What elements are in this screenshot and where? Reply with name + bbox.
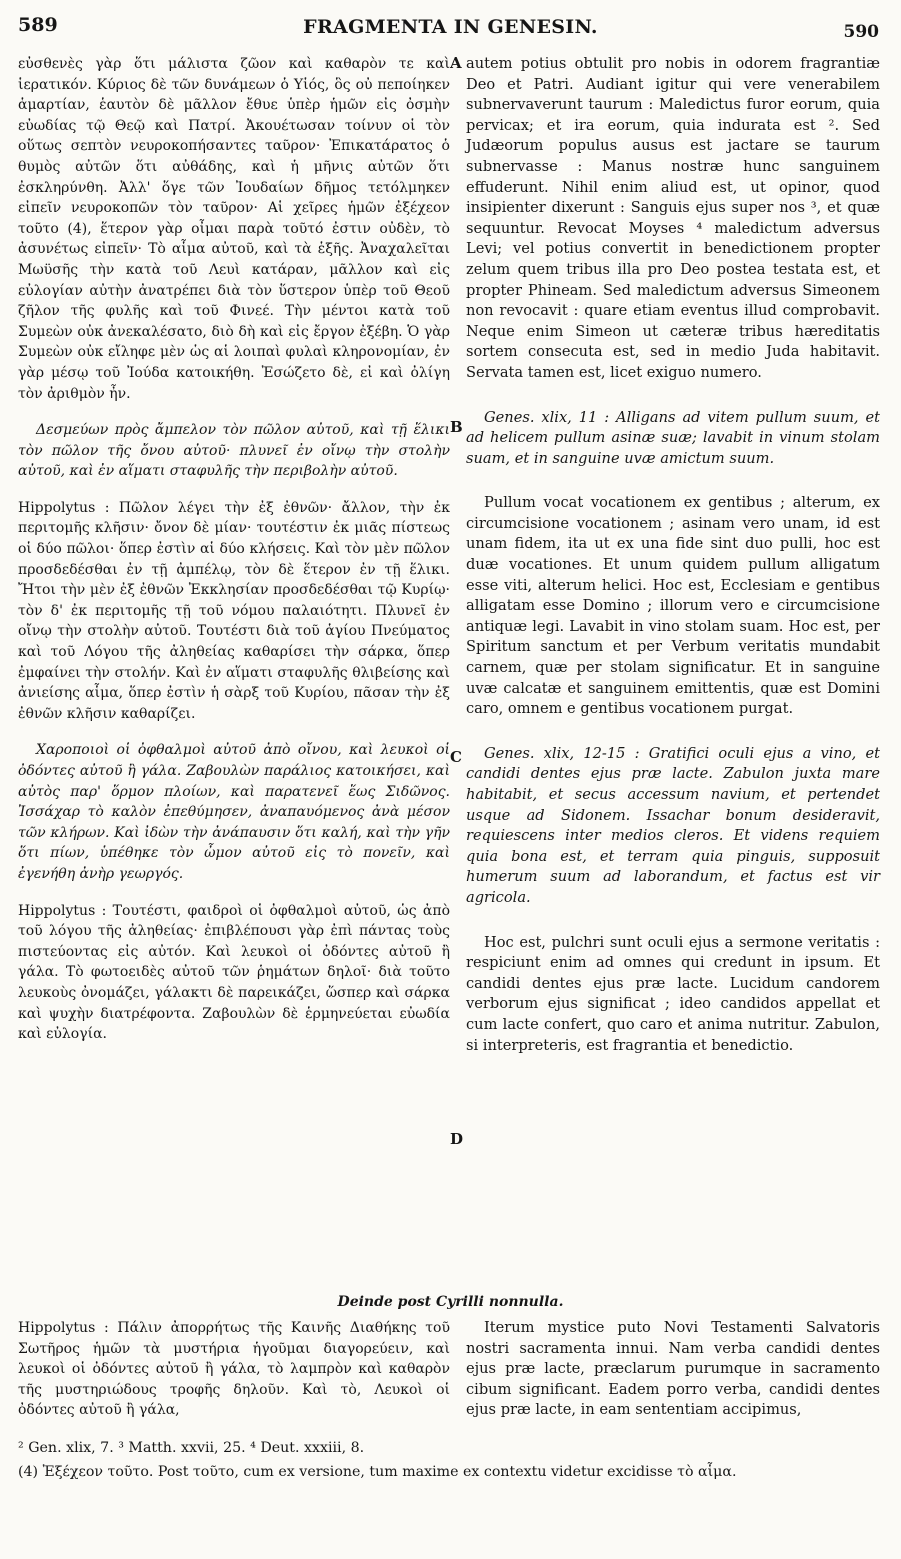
section-heading: Deinde post Cyrilli nonnulla.: [337, 1294, 564, 1310]
latin-commentary: Pullum vocat vocationem ex gentibus ; alterum, ex circumcisione vocationem ; asinam vero unam, id est unam fidem, ita ut ex una fide sint duo pulli, hoc est duæ vocationes. Et unum quidem pullum alligatum esse viti, alterum helici. Hoc est, Ecclesiam e gentibus alligatam esse Domino ; illorum vero e circumcisione antiquæ legi. Lavabit in vino stolam suam. Hoc est, per Spiritum sanctum et per Verbum veritatis mundabit carnem, quæ per stolam significatur. Et in sanguine uvæ calcatæ et sanguinem emittentis, quæ est Domini caro, omnem e gentibus vocationem purgat.: [466, 494, 880, 718]
margin-letter-b: B: [450, 418, 463, 436]
greek-commentary: Hippolytus : Πῶλον λέγει τὴν ἐξ ἐθνῶν· ἄλλον, τὴν ἐκ περιτομῆς κλῆσιν· ὄνον δὲ μίαν· τουτέστιν ἐκ μιᾶς πίστεως οἱ δύο πῶλοι· ὅπερ ἐστὶν αἱ δύο κλήσεις. Καὶ τὸν μὲν πῶλον προσδεδέσθαι ἐν τῇ ἀμπέλῳ, τὸν δὲ ἕτερον ἐν τῇ ἕλικι. Ἤτοι τὴν μὲν ἐξ ἐθνῶν Ἐκκλησίαν προσδεδέσθαι τῷ Κυρίῳ· τὸν δ' ἐκ περιτομῆς τῇ τοῦ νόμου παλαιότητι. Πλυνεῖ ἐν οἴνῳ τὴν στολὴν αὐτοῦ. Τουτέστι διὰ τοῦ ἁγίου Πνεύματος καὶ τοῦ Λόγου τῆς ἀληθείας καθαρίσει τὴν σάρκα, ὅπερ ἐμφαίνει τὴν στολήν. Καὶ ἐν αἵματι σταφυλῆς θλιβείσης καὶ ἀνιείσης αἷμα, ὅπερ ἐστὶν ἡ σὰρξ τοῦ Κυρίου, πᾶσαν τὴν ἐξ ἐθνῶν κλῆσιν καθαρίζει.: [18, 499, 450, 722]
greek-commentary: Hippolytus : Τουτέστι, φαιδροὶ οἱ ὀφθαλμοὶ αὐτοῦ, ὡς ἀπὸ τοῦ λόγου τῆς ἀληθείας· ἐπιβλέπουσι γὰρ ἐπὶ πάντας τοὺς πιστεύοντας εἰς αὐτόν. Καὶ λευκοὶ οἱ ὀδόντες αὐτοῦ ἢ γάλα. Τὸ φωτοειδὲς αὐτοῦ τῶν ῥημάτων δηλοῖ· διὰ τοῦτο λευκοὺς ὀνομάζει, γάλακτι δὲ παρεικάζει, ὥσπερ καὶ σάρκα καὶ ψυχὴν διατρέφοντα. Ζαβουλὼν δὲ ἑρμηνεύεται εὐωδία καὶ εὐλογία.: [18, 902, 450, 1043]
latin-column: [466, 54, 880, 1056]
latin-paragraph: autem potius obtulit pro nobis in odorem fragrantiæ Deo et Patri. Audiant igitur qui vere venerabilem subnervaverunt taurum : Maledictus furor eorum, quia pervicax; et ira eorum, quia indurata est ². Sed Judæorum populus ausus est jactare se taurum subnervasse : Manus nostræ hunc sanguinem effuderunt. Nihil enim aliud est, ut opinor, quod insipienter dixerunt : Sanguis ejus super nos ³, et quæ sequuntur. Revocat Moyses ⁴ maledictum adversus Levi; vel potius convertit in benedictionem propter zelum quem tribus illa pro Deo postea testata est, et propter Phineam. Sed maledictum adversus Simeonem non revocavit : quare etiam eventus illud comprobavit. Neque enim Simeon ut cæteræ tribus hæreditatis sortem consecuta est, sed in medio Juda habitavit. Servata tamen est, licet exiguo numero.: [466, 55, 880, 381]
greek-paragraph: εὐσθενὲς γὰρ ὅτι μάλιστα ζῶον καὶ καθαρὸν τε καὶ ἱερατικόν. Κύριος δὲ τῶν δυνάμεων ὁ Υἱός, ὃς οὐ πεποίηκεν ἁμαρτίαν, ἑαυτὸν δὲ μᾶλλον ἔθυε ὑπὲρ ἡμῶν εἰς ὀσμὴν εὐωδίας τῷ Θεῷ καὶ Πατρί. Ἀκουέτωσαν τοίνυν οἱ τὸν οὕτως σεπτὸν νευροκοπήσαντες ταῦρον· Ἐπικατάρατος ὁ θυμὸς αὐτῶν ὅτι αὐθάδης, καὶ ἡ μῆνις αὐτῶν ὅτι ἐσκληρύνθη. Ἀλλ' ὅγε τῶν Ἰουδαίων δῆμος τετόλμηκεν εἰπεῖν νευροκοπῶν τὸν ταῦρον· Αἱ χεῖρες ἡμῶν ἐξέχεον τοῦτο (4), ἕτερον γὰρ οἶμαι παρὰ τοῦτό ἐστιν οὐδὲν, τὸ ἀσυνέτως εἰπεῖν· Τὸ αἷμα αὐτοῦ, καὶ τὰ ἑξῆς. Ἀναχαλεῖται Μωϋσῆς τὴν κατὰ τοῦ Λευὶ κατάραν, μᾶλλον καὶ εἰς εὐλογίαν αὐτὴν ἀνατρέπει διὰ τὸν ὕστερον ὑπὲρ τοῦ Θεοῦ ζῆλον τῆς φυλῆς καὶ τοῦ Φινεέ. Τὴν μέντοι κατὰ τοῦ Συμεὼν οὐκ ἀνεκαλέσατο, διὸ δὴ καὶ εἰς ἔργον ἐξέβη. Ὁ γὰρ Συμεὼν οὐκ εἴληφε μὲν ὡς αἱ λοιπαὶ φυλαὶ κληρονομίαν, ἐν γὰρ μέσῳ τοῦ Ἰούδα κατοικήθη. Ἐσώζετο δὲ, εἰ καὶ ὀλίγη τὸν ἀριθμὸν ἦν.: [18, 56, 450, 402]
greek-commentary: Hippolytus : Πάλιν ἀπορρήτως τῆς Καινῆς Διαθήκης τοῦ Σωτῆρος ἡμῶν τὰ μυστήρια ἡγοῦμαι διαγορεύειν, καὶ λευκοὶ οἱ ὀδόντες αὐτοῦ ἢ γάλα, τὸ λαμπρὸν καὶ καθαρὸν τῆς μυστηριώδους τροφῆς δηλοῦν. Καὶ τὸ, Λευκοὶ οἱ ὀδόντες αὐτοῦ ἢ γάλα,: [18, 1320, 450, 1419]
running-header: [0, 8, 901, 42]
running-title: FRAGMENTA IN GENESIN.: [303, 16, 598, 38]
page-number-right: 590: [843, 22, 879, 42]
greek-verse-quote: Δεσμεύων πρὸς ἄμπελον τὸν πῶλον αὐτοῦ, καὶ τῇ ἕλικι τὸν πῶλον τῆς ὄνου αὐτοῦ· πλυνεῖ ἐν οἴνῳ τὴν στολὴν αὐτοῦ, καὶ ἐν αἵματι σταφυλῆς τὴν περιβολὴν αὐτοῦ.: [18, 422, 450, 480]
margin-letter-c: C: [450, 748, 462, 766]
latin-verse-quote: Genes. xlix, 11 : Alligans ad vitem pullum suum, et ad helicem pullum asinæ suæ; lavabit in vinum stolam suam, et in sanguine uvæ amictum suum.: [466, 408, 880, 467]
greek-column-lower: [18, 1318, 450, 1421]
latin-commentary: Hoc est, pulchri sunt oculi ejus a sermone veritatis : respiciunt enim ad omnes qui credunt in ipsum. Et candidi dentes ejus præ lacte. Lucidum candorem verborum ejus significat ; ideo candidos appellat et cum lacte confert, quo caro et anima nutritur. Zabulon, si interpreteris, est fragrantia et benedictio.: [466, 933, 880, 1054]
footnote-note: (4) Ἐξέχεον τοῦτο. Post τοῦτο, cum ex versione, tum maxime ex contextu videtur excidisse τὸ αἷμα.: [18, 1464, 737, 1480]
latin-commentary: Iterum mystice puto Novi Testamenti Salvatoris nostri sacramenta innui. Nam verba candidi dentes ejus præ lacte, præclarum purumque in sacramento cibum significant. Eadem porro verba, candidi dentes ejus præ lacte, in eam sententiam accipimus,: [466, 1319, 880, 1419]
latin-verse-quote: Genes. xlix, 12-15 : Gratifici oculi ejus a vino, et candidi dentes ejus præ lacte. Zabulon juxta mare habitabit, et secus accessum navium, et pertendet usque ad Sidonem. Issachar bonum desideravit, requiescens inter medios cleros. Et videns requiem quia bona est, et terram quia pinguis, supposuit humerum suum ad laborandum, et factus est vir agricola.: [466, 744, 880, 906]
footnote-references: ² Gen. xlix, 7. ³ Matth. xxvii, 25. ⁴ Deut. xxxiii, 8.: [18, 1440, 365, 1456]
greek-verse-quote: Χαροποιοὶ οἱ ὀφθαλμοὶ αὐτοῦ ἀπὸ οἴνου, καὶ λευκοὶ οἱ ὀδόντες αὐτοῦ ἢ γάλα. Ζαβουλὼν παράλιος κατοικήσει, καὶ αὐτὸς παρ' ὅρμον πλοίων, καὶ παρατενεῖ ἕως Σιδῶνος. Ἰσσάχαρ τὸ καλὸν ἐπεθύμησεν, ἀναπαυόμενος ἀνὰ μέσον τῶν κλήρων. Καὶ ἰδὼν τὴν ἀνάπαυσιν ὅτι καλή, καὶ τὴν γῆν ὅτι πίων, ὑπέθηκε τὸν ὦμον αὐτοῦ εἰς τὸ πονεῖν, καὶ ἐγενήθη ἀνὴρ γεωργός.: [18, 742, 450, 882]
latin-column-lower: [466, 1318, 880, 1421]
margin-letter-d: D: [450, 1130, 464, 1148]
margin-letter-a: A: [450, 54, 462, 72]
greek-column: [18, 54, 450, 1045]
page-number-left: 589: [18, 14, 58, 36]
